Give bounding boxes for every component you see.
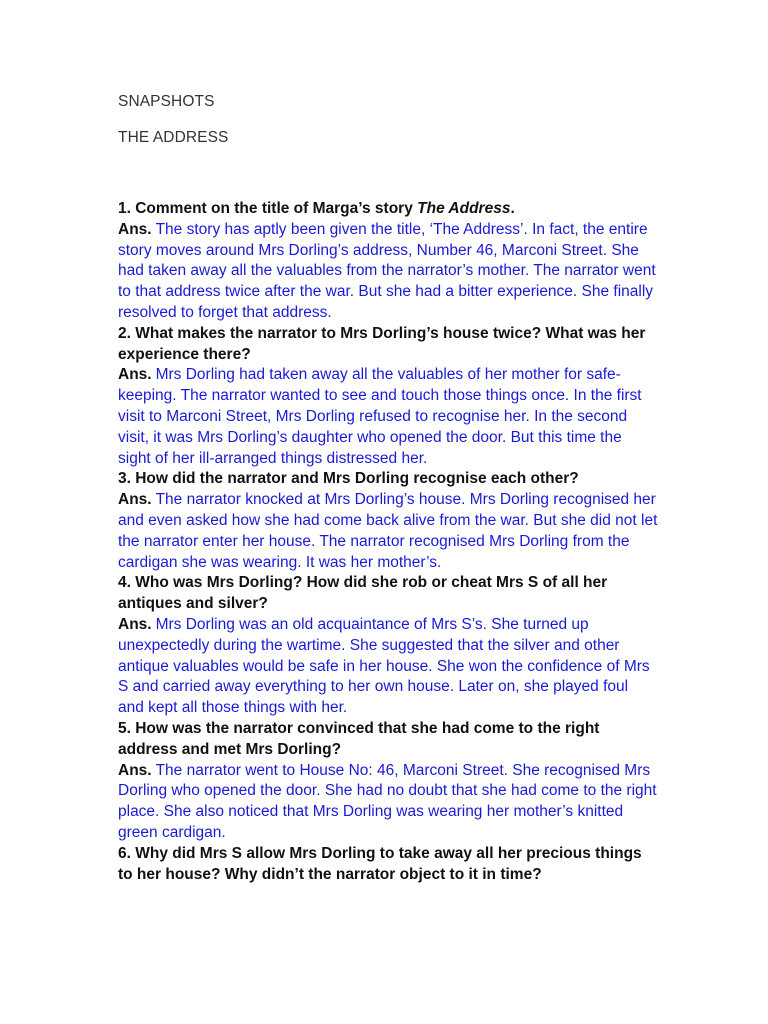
question-1: 1. Comment on the title of Marga’s story The Address. [118, 200, 515, 217]
qa-item-3 [118, 469, 658, 573]
qa-item-1 [118, 199, 658, 324]
story-title: The Address [417, 200, 511, 217]
answer-label: Ans. [118, 220, 152, 238]
question-5: 5. How was the narrator convinced that she had come to the right address and met Mrs Dorling? [118, 719, 600, 758]
answer-label: Ans. [118, 366, 152, 384]
chapter-heading: THE ADDRESS [118, 129, 229, 146]
section-heading: SNAPSHOTS [118, 93, 215, 110]
question-3: 3. How did the narrator and Mrs Dorling recognise each other? [118, 470, 579, 488]
answer-2: Ans. Mrs Dorling had taken away all the valuables of her mother for safe-keeping. The narrator wanted to see and touch those things once. In the first visit to Marconi Street, Mrs Dorling refused to recognise her. In the second visit, it was Mrs Dorling’s daughter who opened the door. But this time the sight of her ill-arranged things distressed her. [118, 366, 642, 467]
answer-label: Ans. [118, 491, 152, 509]
qa-item-4 [118, 573, 658, 719]
answer-1: Ans. The story has aptly been given the title, ‘The Address’. In fact, the entire story moves around Mrs Dorling’s address, Number 46, Marconi Street. She had taken away all the valuables from the narrator’s mother. The narrator went to that address twice after the war. But she had a bitter experience. She finally resolved to forget that address. [118, 220, 656, 321]
answer-label: Ans. [118, 761, 152, 779]
question-2: 2. What makes the narrator to Mrs Dorling’s house twice? What was her experience there? [118, 324, 646, 363]
qa-item-5 [118, 719, 658, 844]
answer-label: Ans. [118, 615, 152, 633]
answer-5: Ans. The narrator went to House No: 46, Marconi Street. She recognised Mrs Dorling who opened the door. She had no doubt that she had come to the right place. She also noticed that Mrs Dorling was wearing her mother’s knitted green cardigan. [118, 761, 657, 841]
question-4: 4. Who was Mrs Dorling? How did she rob or cheat Mrs S of all her antiques and silver? [118, 574, 608, 613]
answer-3: Ans. The narrator knocked at Mrs Dorling’s house. Mrs Dorling recognised her and even asked how she had come back alive from the war. But she did not let the narrator enter her house. The narrator recognised Mrs Dorling from the cardigan she was wearing. It was her mother’s. [118, 491, 658, 571]
qa-item-6 [118, 844, 658, 886]
answer-4: Ans. Mrs Dorling was an old acquaintance of Mrs S’s. She turned up unexpectedly during the wartime. She suggested that the silver and other antique valuables would be safe in her house. She won the confidence of Mrs S and carried away everything to her own house. Later on, she played foul and kept all those things with her. [118, 615, 650, 717]
question-6: 6. Why did Mrs S allow Mrs Dorling to take away all her precious things to her house? Why didn’t the narrator object to it in time? [118, 844, 642, 883]
qa-item-2 [118, 324, 658, 470]
